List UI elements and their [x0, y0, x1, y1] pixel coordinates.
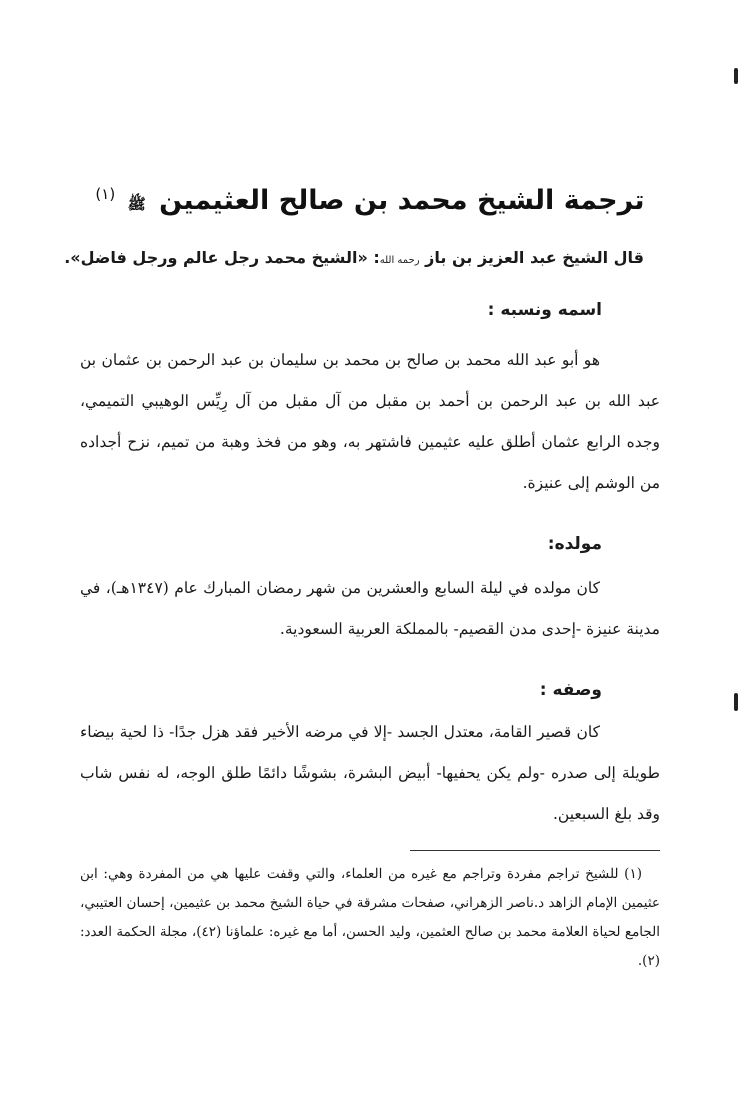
- page-title: [60, 172, 680, 226]
- quote-text: : «الشيخ محمد رجل عالم ورجل فاضل».: [64, 248, 380, 267]
- quote-honorific: رحمه الله: [379, 255, 420, 266]
- margin-mark: [734, 68, 738, 84]
- section-heading-lineage: اسمه ونسبه :: [487, 300, 602, 320]
- title-text: ترجمة الشيخ محمد بن صالح العثيمين: [159, 185, 645, 216]
- margin-mark: [734, 693, 738, 711]
- footnote: (١) للشيخ تراجم مفردة وتراجم مع غيره من العلماء، والتي وقفت عليها هي من المفردة وهي: ابن عثيمين الإمام الزاهد د.ناصر الزهراني، صفحات مشرقة في حياة الشيخ محمد بن عثيمين، إحسان العتيبي، الجامع لحياة العلامة محمد بن صالح العثمين، وليد الحسن، أما مع غيره: علماؤنا (٤٢)، مجلة الحكمة العدد: (٢).: [80, 866, 660, 969]
- title-footnote-ref: (١): [95, 185, 116, 203]
- title-honorific: ﷺ: [127, 195, 146, 213]
- opening-quote: [60, 244, 644, 275]
- footnote-divider: [410, 850, 660, 851]
- section-heading-birth: مولده:: [547, 534, 602, 554]
- section-body-birth: كان مولده في ليلة السابع والعشرين من شهر رمضان المبارك عام (١٣٤٧هـ)، في مدينة عنيزة -إحدى مدن القصيم- بالمملكة العربية السعودية.: [80, 579, 660, 638]
- section-heading-description: وصفه :: [539, 680, 602, 700]
- section-body-description: كان قصير القامة، معتدل الجسد -إلا في مرضه الأخير فقد هزل جدًا- ذا لحية بيضاء طويلة إلى صدره -ولم يكن يحفيها- أبيض البشرة، بشوشًا دائمًا طلق الوجه، له نفس شاب وقد بلغ السبعين.: [80, 723, 660, 823]
- quote-lead: قال الشيخ عبد العزيز بن باز: [425, 248, 644, 267]
- section-body-lineage: هو أبو عبد الله محمد بن صالح بن محمد بن سليمان بن عبد الرحمن بن عثمان بن عبد الله بن عبد الرحمن بن أحمد بن مقبل من آل مقبل من آل رِيِّس الوهيبي التميمي، وجده الرابع عثمان أطلق عليه عثيمين فاشتهر به، وهو من فخذ وهبة من تميم، نزح أجداده من الوشم إلى عنيزة.: [80, 351, 660, 492]
